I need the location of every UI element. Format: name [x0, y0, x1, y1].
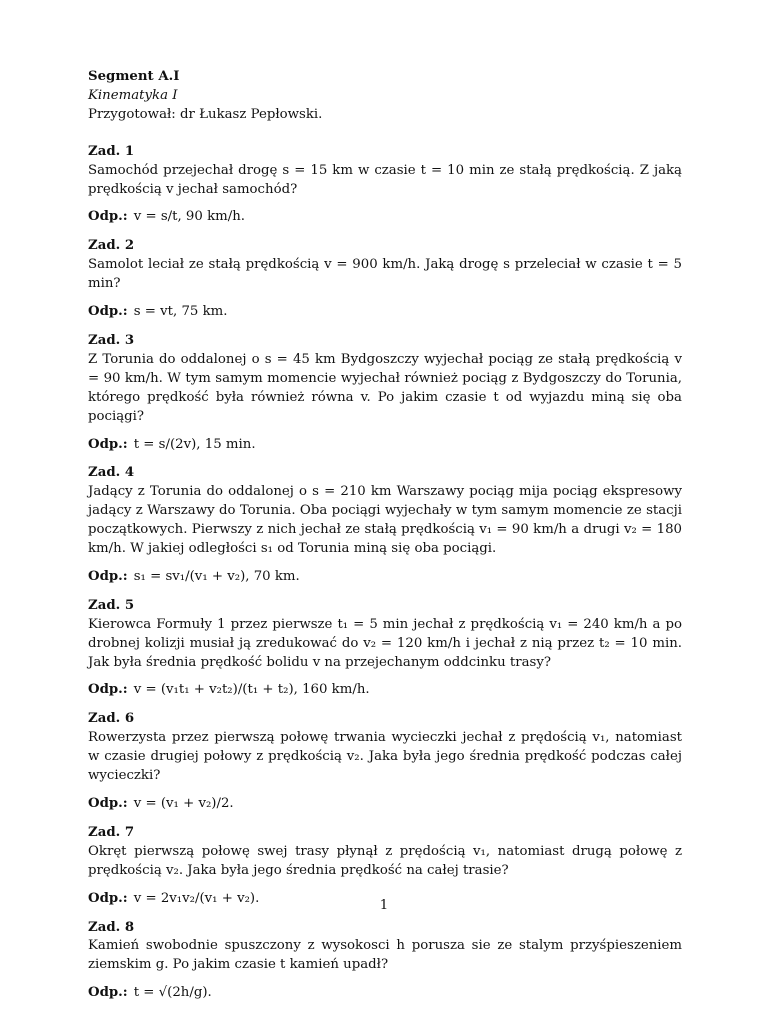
segment-subtitle: Kinematyka I: [88, 87, 178, 103]
problem-block: [88, 332, 682, 454]
problem-list: [88, 143, 682, 1003]
document-page: [88, 68, 682, 1013]
problem-statement: [88, 919, 682, 976]
answer-line: [88, 208, 682, 227]
answer-label: Odp.:: [88, 568, 128, 584]
problem-statement: [88, 143, 682, 200]
problem-heading: Zad. 2: [88, 238, 135, 254]
author-line: Przygotował: dr Łukasz Pepłowski.: [88, 106, 323, 122]
answer-label: Odp.:: [88, 436, 128, 452]
problem-text: Z Torunia do oddalonej o s = 45 km Bydgoszczy wyjechał pociąg ze stałą prędkością v = 90 km/h. W tym samym momencie wyjechał również pociąg z Bydgoszczy do Torunia, którego prędkość była również równa v. Po jakim czasie t od wyjazdu miną się oba pociągi?: [88, 351, 682, 424]
answer-line: [88, 436, 682, 455]
problem-text: Kamień swobodnie spuszczony z wysokosci h porusza sie ze stalym przyśpieszeniem ziemskim g. Po jakim czasie t kamień upadł?: [88, 938, 682, 973]
problem-heading: Zad. 6: [88, 711, 135, 727]
answer-label: Odp.:: [88, 304, 128, 320]
answer-formula: s = vt, 75 km.: [133, 304, 228, 320]
problem-statement: [88, 597, 682, 673]
answer-label: Odp.:: [88, 682, 128, 698]
problem-statement: [88, 824, 682, 881]
problem-heading: Zad. 5: [88, 597, 135, 613]
problem-heading: Zad. 8: [88, 919, 135, 935]
answer-label: Odp.:: [88, 209, 128, 225]
problem-statement: [88, 332, 682, 427]
answer-formula: t = s/(2v), 15 min.: [133, 436, 256, 452]
problem-block: [88, 597, 682, 701]
problem-text: Samochód przejechał drogę s = 15 km w czasie t = 10 min ze stałą prędkością. Z jaką prędkością v jechał samochód?: [88, 162, 682, 197]
problem-statement: [88, 464, 682, 559]
answer-label: Odp.:: [88, 796, 128, 811]
problem-statement: [88, 710, 682, 786]
problem-block: [88, 237, 682, 322]
problem-heading: Zad. 1: [88, 143, 135, 159]
problem-text: Okręt pierwszą połowę swej trasy płynął z prędością v₁, natomiast drugą połowę z prędkością v₂. Jaka była jego średnia prędkość na całej trasie?: [88, 843, 682, 878]
problem-block: [88, 824, 682, 909]
page-number: 1: [379, 898, 389, 913]
segment-title: Segment A.I: [88, 69, 180, 84]
problem-block: [88, 464, 682, 586]
problem-text: Rowerzysta przez pierwszą połowę trwania wycieczki jechał z prędością v₁, natomiast w czasie drugiej połowy z prędkością v₂. Jaka była jego średnia prędkość podczas całej wycieczki?: [88, 730, 682, 784]
answer-formula: t = √(2h/g).: [133, 985, 212, 1001]
problem-text: Kierowca Formuły 1 przez pierwsze t₁ = 5 min jechał z prędkością v₁ = 240 km/h a po drobnej kolizji musiał ją zredukować do v₂ = 120 km/h i jechał z nią przez t₂ = 10 min. Jak była średnia prędkość bolidu v na przejechanym oddcinku trasy?: [88, 616, 682, 670]
problem-block: [88, 710, 682, 814]
problem-text: Jadący z Torunia do oddalonej o s = 210 km Warszawy pociąg mija pociąg ekspresowy jadący z Warszawy do Torunia. Oba pociągi wyjechały w tym samym momencie ze stacji początkowych. Pierwszy z nich jechał ze stałą prędkością v₁ = 90 km/h a drugi v₂ = 180 km/h. W jakiej odległości s₁ od Torunia miną się oba pociągi.: [88, 484, 682, 557]
problem-statement: [88, 237, 682, 294]
answer-formula: v = 2v₁v₂/(v₁ + v₂).: [133, 890, 260, 906]
problem-block: [88, 919, 682, 1004]
problem-heading: Zad. 4: [88, 465, 135, 481]
answer-line: [88, 568, 682, 587]
answer-formula: v = s/t, 90 km/h.: [133, 209, 246, 225]
answer-line: [88, 795, 682, 814]
problem-block: [88, 143, 682, 228]
answer-formula: v = (v₁ + v₂)/2.: [133, 796, 234, 811]
answer-formula: s₁ = sv₁/(v₁ + v₂), 70 km.: [133, 568, 300, 584]
answer-label: Odp.:: [88, 985, 128, 1001]
document-header: [88, 68, 682, 125]
problem-heading: Zad. 7: [88, 824, 135, 840]
answer-line: [88, 303, 682, 322]
answer-formula: v = (v₁t₁ + v₂t₂)/(t₁ + t₂), 160 km/h.: [133, 682, 370, 698]
problem-text: Samolot leciał ze stałą prędkością v = 900 km/h. Jaką drogę s przeleciał w czasie t = 5 min?: [88, 257, 682, 292]
answer-line: [88, 681, 682, 700]
answer-label: Odp.:: [88, 890, 128, 906]
problem-heading: Zad. 3: [88, 332, 135, 348]
